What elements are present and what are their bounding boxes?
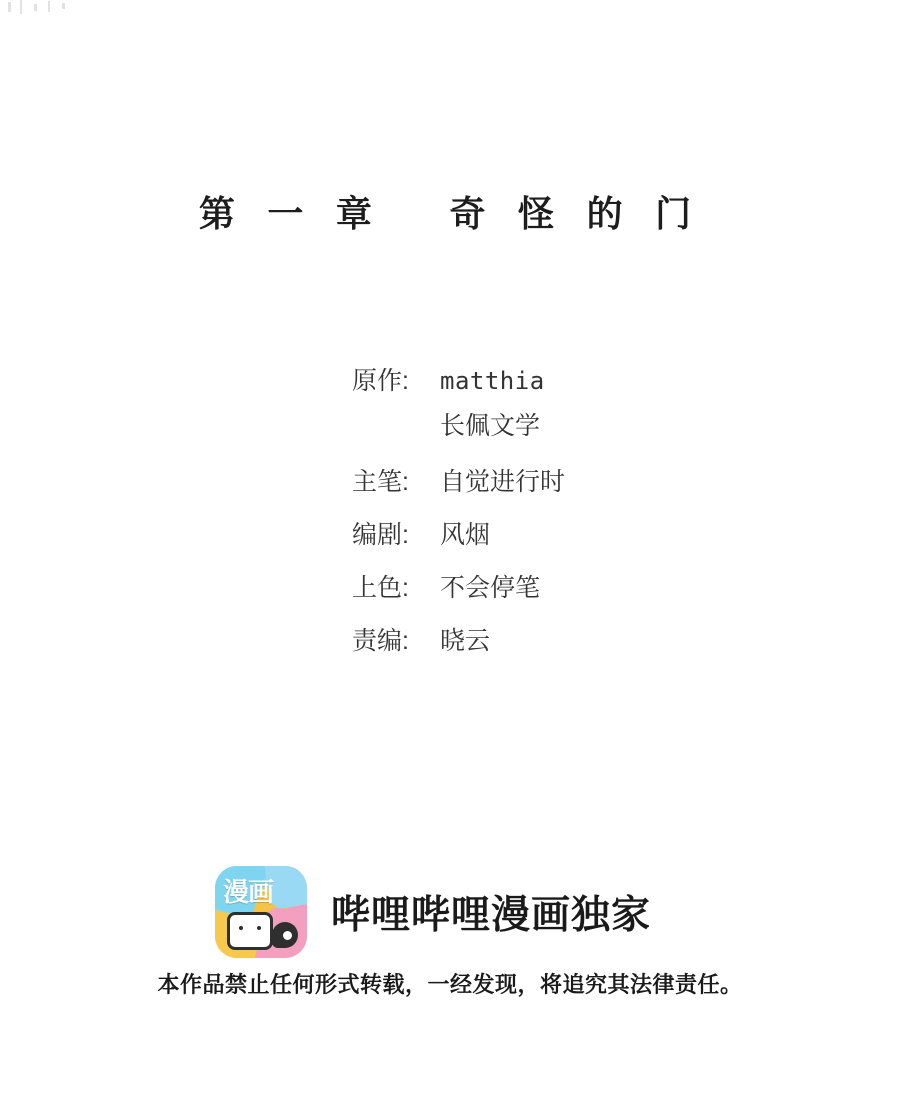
logo-word: 漫画 <box>223 878 274 908</box>
scan-speck <box>8 2 11 12</box>
brand-watermark <box>215 866 651 958</box>
bilibili-comics-app-icon <box>215 866 307 958</box>
credit-row <box>352 622 812 660</box>
scan-speck <box>48 1 50 12</box>
credit-row <box>352 516 812 554</box>
credit-row <box>352 463 812 501</box>
credit-value: 风烟 <box>440 521 491 549</box>
credit-label: 主笔: <box>352 468 409 496</box>
credit-label: 责编: <box>352 627 409 655</box>
pen-highlight <box>283 931 292 940</box>
scan-speck <box>62 3 65 9</box>
scan-speck <box>34 4 37 11</box>
credit-value: 自觉进行时 <box>440 468 566 496</box>
credit-label: 上色: <box>352 574 409 602</box>
credit-value: 不会停笔 <box>440 574 541 602</box>
chapter-title: 第 一 章 奇 怪 的 门 <box>198 194 702 235</box>
speech-bubble-face-icon <box>227 912 273 950</box>
credit-row <box>352 362 812 400</box>
credit-value: 长佩文学 <box>440 412 541 440</box>
credit-label: 编剧: <box>352 521 409 549</box>
credit-label: 原作: <box>352 367 409 395</box>
credits-list <box>352 362 812 675</box>
credit-value: 晓云 <box>440 627 491 655</box>
credit-row <box>352 407 812 445</box>
scan-speck <box>20 0 22 14</box>
copyright-notice: 本作品禁止任何形式转载，一经发现，将追究其法律责任。 <box>157 973 743 998</box>
credit-value: matthia <box>440 367 545 395</box>
brand-text: 哔哩哔哩漫画独家 <box>331 893 652 938</box>
credit-row <box>352 569 812 607</box>
